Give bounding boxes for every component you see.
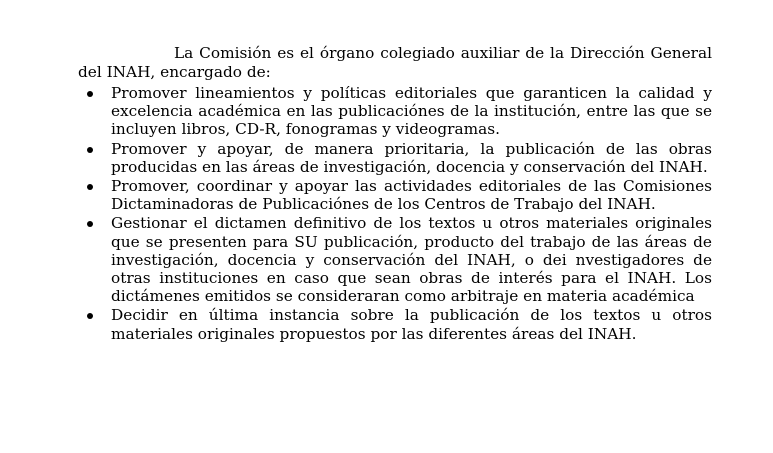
list-item-text: Promover, coordinar y apoyar las actividades editoriales de las Comisiones Dictaminadoras de Publicaciónes de los Centros de Trabajo del INAH.: [111, 177, 712, 214]
bullet-icon: [87, 313, 93, 319]
bullet-icon: [87, 91, 93, 97]
list-item: [78, 140, 712, 176]
bullet-list: [78, 84, 712, 344]
bullet-icon: [87, 184, 93, 190]
list-item-text: Promover lineamientos y políticas editoriales que garanticen la calidad y excelencia académica en las publicaciónes de la institución, entre las que se incluyen libros, CD-R, fonogramas y videogramas.: [111, 84, 712, 139]
bullet-icon: [87, 221, 93, 227]
list-item: [78, 306, 712, 342]
list-item-text: Promover y apoyar, de manera prioritaria, la publicación de las obras producidas en las áreas de investigación, docencia y conservación del INAH.: [111, 139, 712, 176]
list-item: [78, 214, 712, 305]
list-item: [78, 84, 712, 139]
list-item-text: Decidir en última instancia sobre la publicación de los textos u otros materiales originales propuestos por las diferentes áreas del INAH.: [111, 306, 712, 343]
bullet-icon: [87, 147, 93, 153]
intro-paragraph: [78, 44, 712, 81]
list-item-text: Gestionar el dictamen definitivo de los textos u otros materiales originales que se presenten para SU publicación, producto del trabajo de las áreas de investigación, docencia y conservación del INAH, o dei nvestigadores de otras instituciones en caso que sean obras de interés para el INAH. Los dictámenes emitidos se consideraran como arbitraje en materia académica: [111, 214, 712, 306]
intro-text: La Comisión es el órgano colegiado auxiliar de la Dirección General del INAH, encargado de:: [78, 44, 712, 81]
list-item: [78, 177, 712, 213]
